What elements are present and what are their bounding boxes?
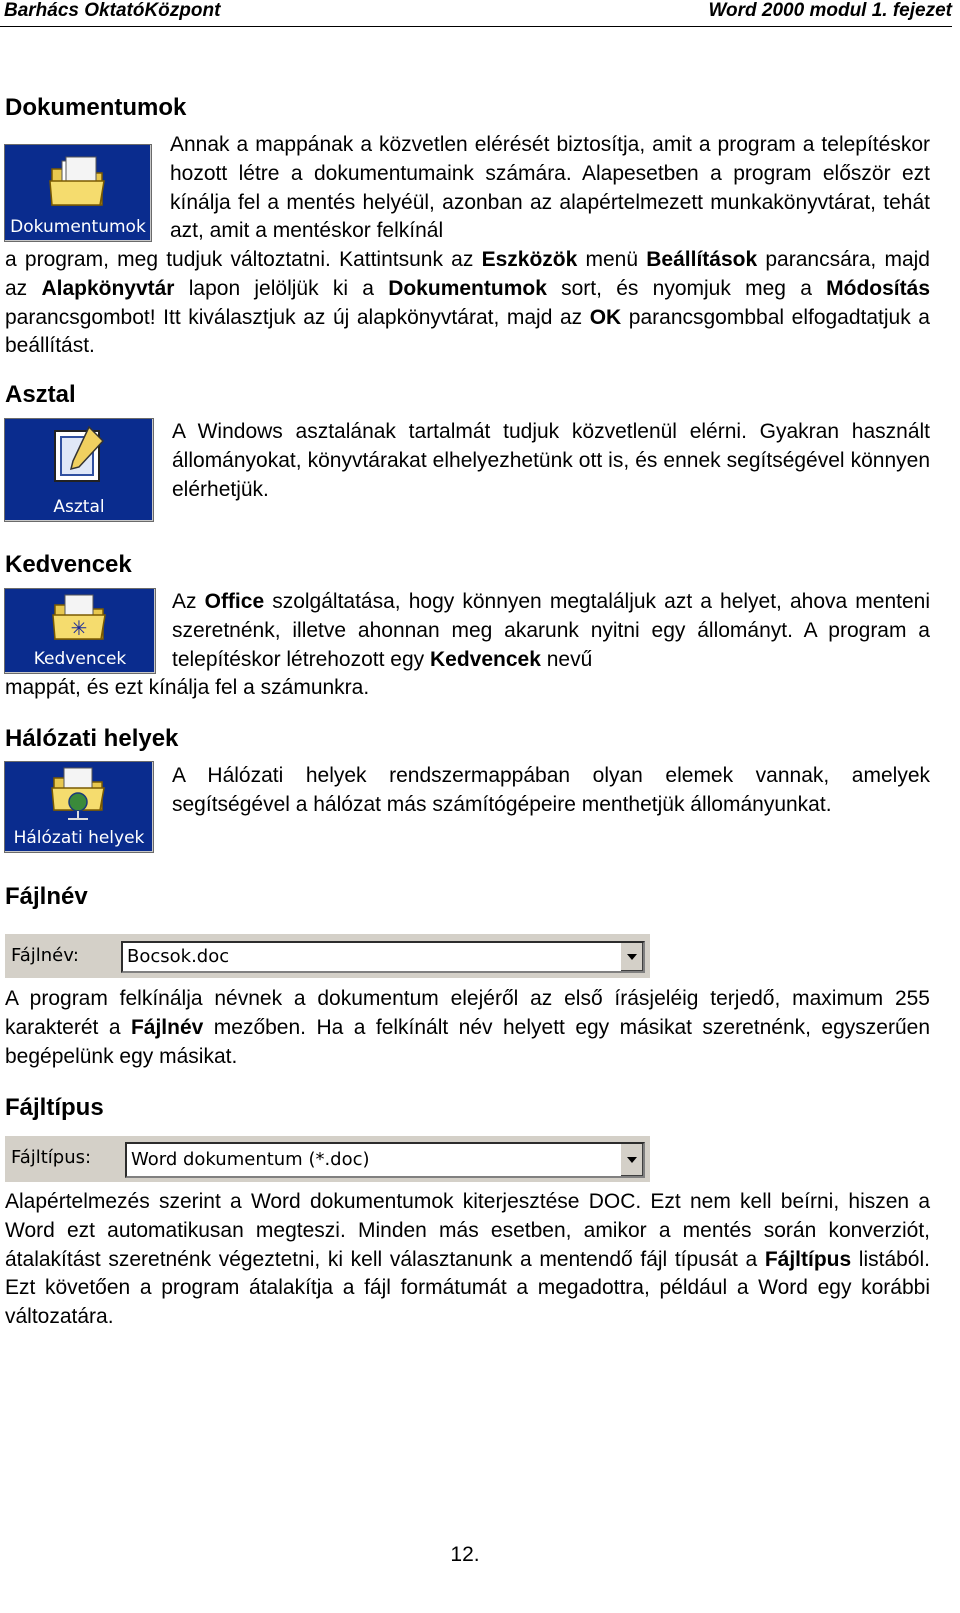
folder-icon: [46, 155, 110, 213]
bold-fajlnev: Fájlnév: [130, 1015, 204, 1039]
kedvencek-icon: [4, 588, 156, 674]
section-title-fajltipus: Fájltípus: [5, 1094, 104, 1121]
dokumentumok-text-1: Annak a mappának a közvetlen elérését biztosítja, amit a program a telepítéskor hozott létre a dokumentumaink számára. Alapesetben a program először ezt kínálja fel a mentés helyéül, azonban az alapértelmezett munkakönyvtárat, tehát azt, amit a mentéskor felkínál: [170, 133, 930, 243]
dokumentumok-icon: [4, 144, 152, 242]
dokumentumok-text-2: a program, meg tudjuk változtatni. Kattintsunk az Eszközök menü Beállítások parancsára, majd az Alapkönyvtár lapon jelöljük ki a Dokumentumok sort, és nyomjuk meg a Módosítás parancsgombot! Itt kiválasztjuk az új alapkönyvtárat, majd az OK parancsgombbal elfogadtatjuk a beállítást.: [5, 248, 930, 358]
filename-field-bar: [5, 934, 650, 978]
kedvencek-icon-label: Kedvencek: [33, 649, 127, 669]
kedvencek-text-2: mappát, és ezt kínálja fel a számunkra.: [5, 676, 370, 699]
filetype-dropdown-button[interactable]: [620, 1144, 643, 1176]
section-title-kedvencek: Kedvencek: [5, 551, 132, 578]
dokumentumok-icon-label: Dokumentumok: [10, 217, 146, 237]
bold-office: Office: [204, 590, 265, 613]
filetype-field-bar: [5, 1136, 650, 1182]
favorites-folder-icon: [51, 593, 109, 645]
halozati-icon-label: Hálózati helyek: [13, 828, 145, 848]
section-title-dokumentumok: Dokumentumok: [5, 94, 187, 121]
bold-modositas: Módosítás: [826, 276, 930, 300]
bold-ok: OK: [589, 305, 622, 329]
halozati-text: A Hálózati helyek rendszermappában olyan elemek vannak, amelyek segítségével a hálózat más számítógépeire menthetjük állományunkat.: [172, 764, 930, 816]
asztal-icon-label: Asztal: [53, 497, 105, 517]
bold-alapkonyvtar: Alapkönyvtár: [41, 276, 175, 300]
bold-beallitasok: Beállítások: [646, 248, 758, 271]
desktop-icon: [49, 423, 109, 485]
filename-label: Fájlnév:: [11, 945, 79, 966]
halozati-helyek-icon: [4, 761, 154, 853]
bold-kedvencek: Kedvencek: [429, 647, 541, 671]
filetype-value[interactable]: Word dokumentum (*.doc): [131, 1149, 370, 1170]
page-header: [0, 0, 952, 27]
kedvencek-text-1: Az Office szolgáltatása, hogy könnyen megtaláljuk azt a helyet, ahova menteni szeretnénk, illetve ahonnan meg akarunk nyitni egy állományt. A program a telepítéskor létrehozott egy Kedvencek nevű: [172, 590, 930, 671]
bold-dokumentumok: Dokumentumok: [388, 276, 547, 300]
svg-text:✳: ✳: [70, 616, 88, 640]
section-title-fajlnev: Fájlnév: [5, 883, 88, 910]
section-title-asztal: Asztal: [5, 381, 76, 408]
filetype-combobox[interactable]: [125, 1142, 645, 1178]
asztal-icon: [4, 418, 154, 522]
filename-dropdown-button[interactable]: [620, 943, 643, 971]
fajltipus-text: Alapértelmezés szerint a Word dokumentumok kiterjesztése DOC. Ezt nem kell beírni, hiszen a Word ezt automatikusan megteszi. Minden más esetben, amikor a mentés során konverziót, átalakítást szeretnénk végeztetni, ki kell választanunk a mentendő fájl típusát a Fájltípus listából. Ezt követően a program átalakítja a fájl formátumát a megadottra, például a Word egy korábbi változatára.: [5, 1190, 930, 1329]
network-folder-icon: [50, 766, 108, 822]
section-title-halozati: Hálózati helyek: [5, 725, 179, 752]
filename-value[interactable]: Bocsok.doc: [127, 946, 230, 967]
filetype-label: Fájltípus:: [11, 1147, 92, 1168]
filename-combobox[interactable]: [121, 941, 645, 973]
bold-eszkozok: Eszközök: [481, 248, 578, 271]
asztal-text: A Windows asztalának tartalmát tudjuk közvetlenül elérni. Gyakran használt állományokat, könyvtárakat elhelyezhetünk ott is, és ennek segítségével könnyen elérhetjük.: [172, 420, 930, 501]
page-number: 12.: [450, 1543, 480, 1566]
fajlnev-text: A program felkínálja névnek a dokumentum elejéről az első írásjeléig terjedő, maximum 255 karakterét a Fájlnév mezőben. Ha a felkínált név helyett egy másikat szeretnénk, egyszerűen begépelünk egy másikat.: [5, 987, 930, 1068]
header-left: Barhács OktatóKözpont: [4, 0, 221, 21]
bold-fajltipus: Fájltípus: [764, 1247, 852, 1271]
header-right: Word 2000 modul 1. fejezet: [708, 0, 952, 21]
